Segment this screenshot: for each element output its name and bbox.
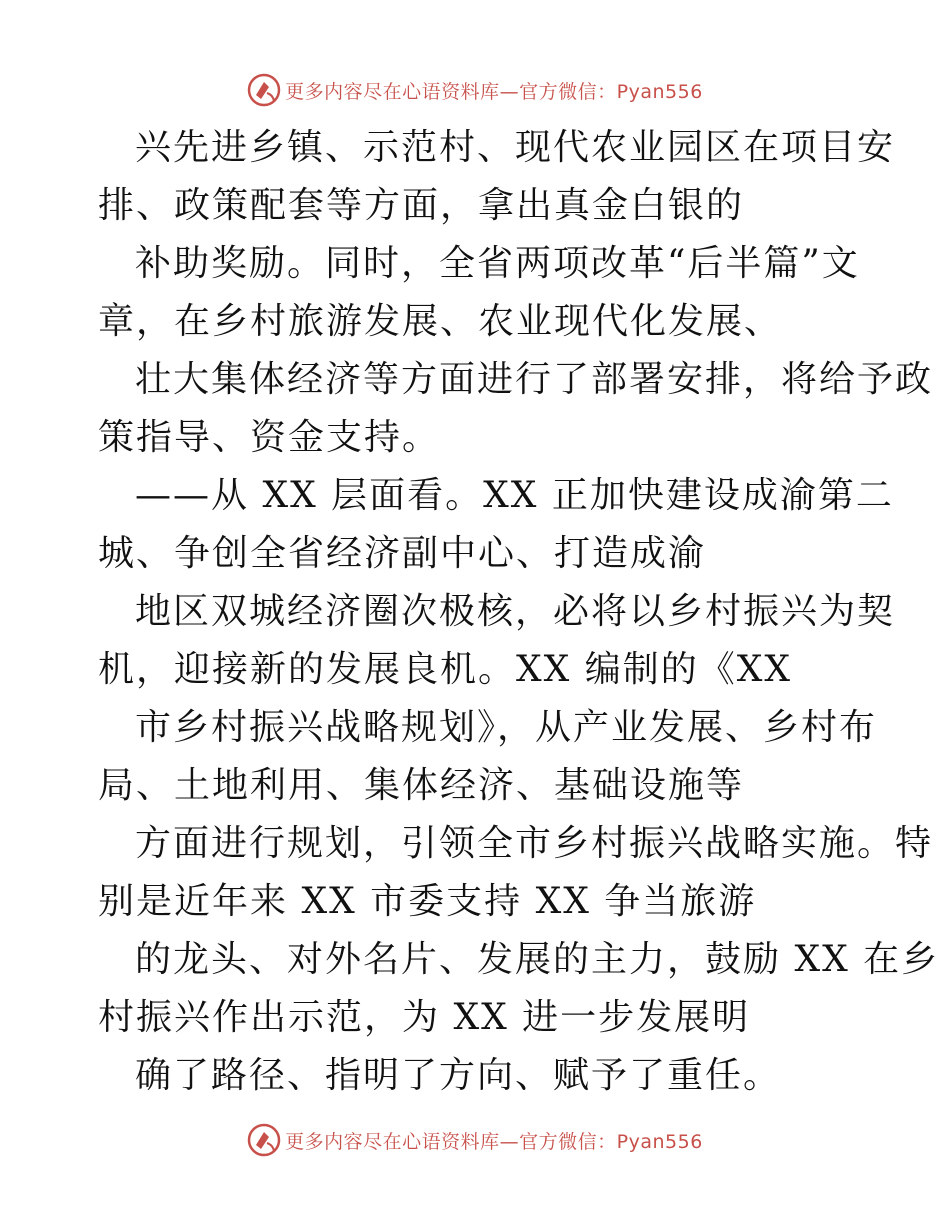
text-line: 市乡村振兴战略规划》，从产业发展、乡村布	[135, 707, 878, 748]
text-line: 策指导、资金支持。	[98, 417, 441, 458]
text-line: 局、土地利用、集体经济、基础设施等	[98, 765, 745, 806]
watermark-text: 更多内容尽在心语资料库—官方微信：Pyan556	[285, 80, 703, 103]
text-line: 确了路径、指明了方向、赋予了重任。	[135, 1055, 782, 1096]
text-line: 的龙头、对外名片、发展的主力，鼓励 XX 在乡	[135, 939, 940, 980]
text-line: ——从 XX 层面看。XX 正加快建设成渝第二	[135, 475, 894, 516]
text-line: 城、争创全省经济副中心、打造成渝	[98, 533, 707, 574]
text-line: 村振兴作出示范，为 XX 进一步发展明	[98, 997, 751, 1038]
text-line: 方面进行规划，引领全市乡村振兴战略实施。特	[135, 823, 934, 864]
logo-icon	[247, 73, 281, 107]
footer-watermark	[0, 1120, 950, 1160]
text-line: 壮大集体经济等方面进行了部署安排，将给予政	[135, 359, 934, 400]
text-line: 别是近年来 XX 市委支持 XX 争当旅游	[98, 881, 757, 922]
text-line: 补助奖励。同时，全省两项改革“后半篇”文	[135, 243, 860, 284]
header-watermark	[0, 70, 950, 110]
logo-icon	[247, 1123, 281, 1157]
watermark-text: 更多内容尽在心语资料库—官方微信：Pyan556	[285, 1130, 703, 1153]
text-line: 地区双城经济圈次极核，必将以乡村振兴为契	[135, 591, 896, 632]
text-line: 排、政策配套等方面，拿出真金白银的	[98, 185, 745, 226]
text-line: 兴先进乡镇、示范村、现代农业园区在项目安	[135, 127, 896, 168]
text-line: 章，在乡村旅游发展、农业现代化发展、	[98, 301, 783, 342]
text-line: 机，迎接新的发展良机。XX 编制的《XX	[98, 649, 792, 690]
